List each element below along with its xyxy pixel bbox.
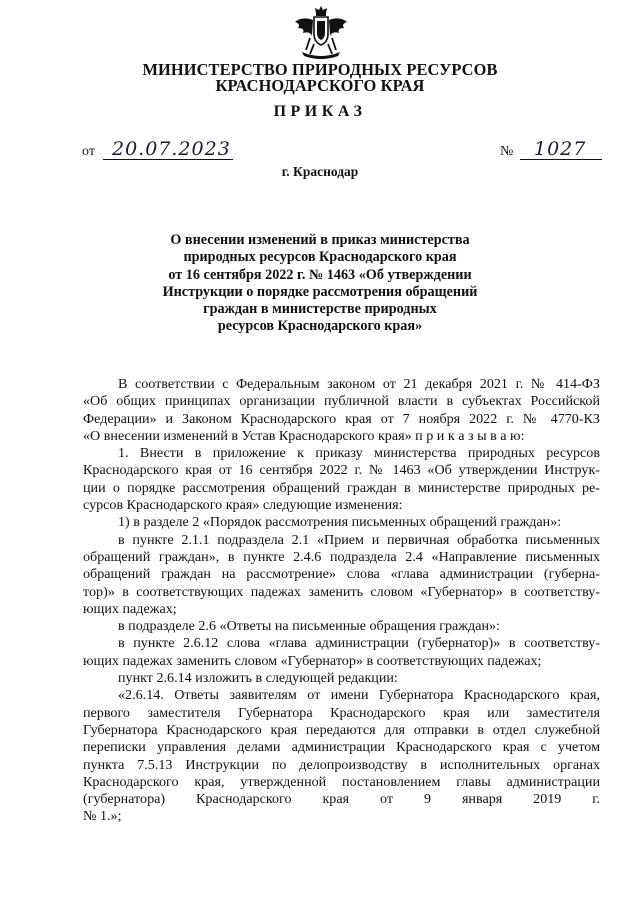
body-line: 1) в разделе 2 «Порядок рассмотрения письменных обращений граждан»:: [118, 514, 562, 531]
body-line: ющих падежах заменить словом «Губернатор» в соответствующих падежах;: [83, 652, 542, 669]
body-line: пункт 2.6.14 изложить в следующей редакции:: [118, 670, 398, 687]
city-name: г. Краснодар: [281, 164, 359, 179]
body-line: В соответствии с Федеральным законом от 21 декабря 2021 г. № 414-ФЗ: [118, 376, 600, 392]
body-line: обращений граждан на рассмотрение» слова «глава администрации (губерна-: [83, 566, 600, 583]
title-line: ресурсов Краснодарского края»: [217, 318, 423, 335]
date-label: от: [82, 144, 95, 159]
document-title: [0, 232, 640, 336]
title-line: природных ресурсов Краснодарского края: [183, 249, 457, 266]
body-line: сурсов Краснодарского края» следующие изменения:: [83, 497, 403, 514]
body-line: Краснодарского края, утвержденной постановлением главы администрации: [83, 773, 600, 790]
body-line: в пункте 2.1.1 подраздела 2.1 «Прием и первичная обработка письменных: [118, 531, 600, 548]
ministry-name-line-1: МИНИСТЕРСТВО ПРИРОДНЫХ РЕСУРСОВ: [142, 60, 498, 79]
body-line: «Об общих принципах организации публичной власти в субъектах Российской: [83, 393, 600, 410]
title-line: Инструкции о порядке рассмотрения обращений: [162, 283, 478, 300]
title-line: от 16 сентября 2022 г. № 1463 «Об утверждении: [168, 266, 472, 283]
title-line: О внесении изменений в приказ министерства: [170, 232, 470, 248]
body-line: переписки управления делами администрации Краснодарского края с учетом: [83, 739, 600, 756]
body-line: Губернатора Краснодарского края передаются для отправки в отдел служебной: [83, 721, 600, 738]
date-value-handwritten: 20.07.2023: [112, 138, 231, 160]
body-line: (губернатора) Краснодарского края от 9 января 2019 г.: [83, 791, 600, 808]
ministry-name-line-2: КРАСНОДАРСКОГО КРАЯ: [215, 76, 425, 95]
body-line: первого заместителя Губернатора Краснодарского края или заместителя: [83, 704, 600, 721]
body-line: тор)» в соответствующих падежах заменить словом «Губернатор» в соответству-: [83, 583, 600, 600]
body-line: в подразделе 2.6 «Ответы на письменные обращения граждан»:: [118, 618, 500, 635]
body-line: № 1.»;: [83, 808, 122, 825]
number-value-handwritten: 1027: [534, 138, 587, 160]
coat-of-arms-emblem: [292, 4, 350, 60]
body-line: пункта 7.5.13 Инструкции по делопроизводству в исполнительных органах: [83, 756, 600, 773]
body-line: ции о порядке рассмотрения обращений граждан в министерстве природных ре-: [83, 479, 600, 496]
body-line: ющих падежах;: [83, 600, 177, 617]
number-label: №: [500, 144, 514, 159]
body-line: Федерации» и Законом Краснодарского края от 7 ноября 2022 г. № 4770-КЗ: [83, 410, 600, 427]
title-line: граждан в министерстве природных: [203, 301, 437, 318]
body-line: «О внесении изменений в Устав Краснодарского края» п р и к а з ы в а ю:: [83, 427, 525, 444]
document-type-heading: ПРИКАЗ: [273, 103, 367, 120]
body-line: в пункте 2.6.12 слова «глава администрации (губернатор)» в соответству-: [118, 635, 600, 652]
document-body: [83, 376, 600, 826]
body-line: «2.6.14. Ответы заявителям от имени Губернатора Краснодарского края,: [118, 687, 600, 704]
body-line: 1. Внести в приложение к приказу министерства природных ресурсов: [118, 445, 600, 462]
body-line: обращений граждан», в пункте 2.4.6 подраздела 2.4 «Направление письменных: [83, 548, 600, 565]
body-line: Краснодарского края от 16 сентября 2022 г. № 1463 «Об утверждении Инструк-: [83, 462, 600, 479]
